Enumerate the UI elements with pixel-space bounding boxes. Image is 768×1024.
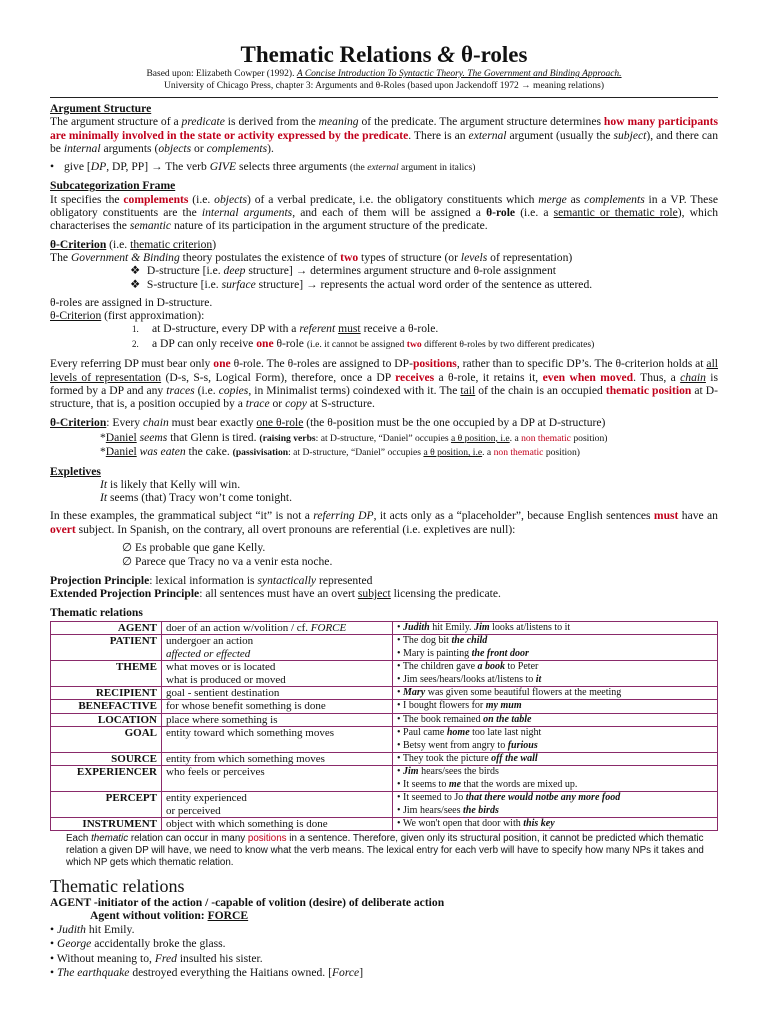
role-examples: • Jim hears/sees the birds • It seems to me that the words are mixed up. (393, 766, 718, 792)
role-name: EXPERIENCER (51, 766, 162, 792)
table-row (51, 635, 718, 661)
table-row (51, 727, 718, 753)
role-definition: entity toward which something moves (162, 727, 393, 753)
divider (50, 97, 718, 98)
subcategorization-text: It specifies the complements (i.e. objects) of a verbal predicate, i.e. the obligatory constituents which merge as complements in a VP. These obligatory constituents are the internal arguments, and each of them will be assigned a θ-role (i.e. a semantic or thematic role), which characterises the semantic nature of its participation in the argument structure of the predicate. (50, 192, 718, 233)
expletive-example-2: It seems (that) Tracy won’t come tonight. (100, 491, 293, 505)
agent-example-3: • Without meaning to, Fred insulted his sister. (50, 951, 263, 965)
role-examples: • Judith hit Emily. Jim looks at/listens to it (393, 621, 718, 634)
role-name: BENEFACTIVE (51, 700, 162, 713)
role-definition: doer of an action w/volition / cf. FORCE (162, 621, 393, 634)
s-structure-item: ❖ S-structure [i.e. surface structure] → represents the actual word order of the sentence as uttered. (130, 277, 593, 291)
table-row (51, 792, 718, 818)
projection-principle: Projection Principle: lexical information is syntactically represented (50, 574, 373, 588)
give-example: • give [DP, DP, PP] → The verb GIVE selects three arguments (the external argument in italics) (50, 160, 476, 174)
role-name: RECIPIENT (51, 686, 162, 699)
agent-example-2: • George accidentally broke the glass. (50, 937, 226, 951)
role-name: AGENT (51, 621, 162, 634)
criterion-item-2: 2. a DP can only receive one θ-role (i.e. it cannot be assigned two different θ-roles by two different predicates) (132, 336, 595, 350)
table-row (51, 686, 718, 699)
diamond-bullet-icon: ❖ (130, 277, 141, 291)
role-definition: who feels or perceives (162, 766, 393, 792)
criterion-item-1: 1. at D-structure, every DP with a referent must receive a θ-role. (132, 322, 439, 336)
role-definition: undergoer an action affected or effected (162, 635, 393, 661)
role-examples: • It seemed to Jo that there would notbe any more food • Jim hears/sees the birds (393, 792, 718, 818)
role-definition: place where something is (162, 713, 393, 726)
table-row (51, 818, 718, 831)
role-name: INSTRUMENT (51, 818, 162, 831)
role-name: PERCEPT (51, 792, 162, 818)
first-approximation: θ-Criterion (first approximation): (50, 309, 205, 323)
table-note: Each thematic relation can occur in many positions in a sentence. Therefore, given only its structural position, it cannot be predicted which thematic relation a given DP will have, we need to know what the verb means. The lexical entry for each verb will have to specify how many NPs it takes and which NP gets which thematic relation. (66, 833, 704, 868)
theta-criterion-heading: θ-Criterion (i.e. thematic criterion) (50, 237, 217, 251)
publisher-line: University of Chicago Press, chapter 3: Arguments and θ-Roles (based upon Jackendoff 1972 → meaning relations) (163, 81, 605, 91)
role-definition: entity from which something moves (162, 752, 393, 765)
argument-structure-text: The argument structure of a predicate is derived from the meaning of the predicate. The argument structure determines how many participants are minimally involved in the state or activity expressed by the predicate. There is an external argument (usually the subject), and there can be internal arguments (objects or complements). (50, 115, 718, 155)
table-row (51, 621, 718, 634)
role-examples: • The children gave a book to Peter • Jim sees/hears/looks at/listens to it (393, 661, 718, 687)
role-name: LOCATION (51, 713, 162, 726)
table-heading: Thematic relations (50, 605, 143, 619)
table-row (51, 700, 718, 713)
subcategorization-heading: Subcategorization Frame (50, 179, 176, 193)
d-structure-item: ❖ D-structure [i.e. deep structure] → determines argument structure and θ-role assignment (130, 264, 556, 278)
page-title: Thematic Relations & θ-roles (240, 42, 528, 67)
role-definition: for whose benefit something is done (162, 700, 393, 713)
diamond-bullet-icon: ❖ (130, 264, 141, 278)
thematic-relations-table (50, 621, 718, 832)
role-examples: • They took the picture off the wall (393, 752, 718, 765)
role-name: PATIENT (51, 635, 162, 661)
table-row (51, 752, 718, 765)
raising-example: *Daniel seems that Glenn is tired. (raising verbs: at D-structure, “Daniel” occupies a θ position, i.e. a non thematic position) (100, 430, 608, 444)
role-name: GOAL (51, 727, 162, 753)
agent-example-4: • The earthquake destroyed everything the Haitians owned. [Force] (50, 966, 364, 980)
source-line: Based upon: Elizabeth Cowper (1992). A Concise Introduction To Syntactic Theory. The Government and Binding Approach. (146, 69, 622, 79)
role-definition: entity experienced or perceived (162, 792, 393, 818)
spanish-example-2: ∅ Parece que Tracy no va a venir esta noche. (122, 555, 333, 569)
agent-example-1: • Judith hit Emily. (50, 922, 135, 936)
force-subheading: Agent without volition: FORCE (90, 909, 249, 923)
expletives-text: In these examples, the grammatical subject “it” is not a referring DP, it acts only as a “placeholder”, because English sentences must have an overt subject. In Spanish, on the contrary, all overt pronouns are referential (i.e. expletives are null): (50, 509, 718, 536)
spanish-example-1: ∅ Es probable que gane Kelly. (122, 541, 266, 555)
agent-definition: AGENT -initiator of the action / -capable of volition (desire) of deliberate action (50, 896, 445, 910)
argument-structure-heading: Argument Structure (50, 102, 152, 115)
role-definition: what moves or is located what is produced or moved (162, 661, 393, 687)
role-examples: • Mary was given some beautiful flowers at the meeting (393, 686, 718, 699)
passive-example: *Daniel was eaten the cake. (passivisation: at D-structure, “Daniel” occupies a θ position, i.e. a non thematic position) (100, 445, 580, 459)
role-name: THEME (51, 661, 162, 687)
role-definition: object with which something is done (162, 818, 393, 831)
table-row (51, 713, 718, 726)
role-examples: • We won't open that door with this key (393, 818, 718, 831)
expletives-heading: Expletives (50, 464, 101, 478)
table-row (51, 661, 718, 687)
role-examples: • The dog bit the child • Mary is painting the front door (393, 635, 718, 661)
role-examples: • The book remained on the table (393, 713, 718, 726)
role-examples: • I bought flowers for my mum (393, 700, 718, 713)
theta-criterion-final: θ-Criterion: Every chain must bear exactly one θ-role (the θ-position must be the one occupied by a DP at D-structure) (50, 415, 606, 429)
role-definition: goal - sentient destination (162, 686, 393, 699)
role-name: SOURCE (51, 752, 162, 765)
chain-paragraph: Every referring DP must bear only one θ-role. The θ-roles are assigned to DP-positions, rather than to specific DP’s. The θ-criterion holds at all levels of representation (D-s, S-s, Logical Form), therefore, once a DP receives a θ-role, it retains it, even when moved. Thus, a chain is formed by a DP and any traces (i.e. copies, in Minimalist terms) coindexed with it. The tail of the chain is an occupied thematic position at D-structure, that is, a position occupied by a trace or copy at S-structure. (50, 357, 719, 411)
expletive-example-1: It is likely that Kelly will win. (100, 477, 241, 491)
role-examples: • Paul came home too late last night • Betsy went from angry to furious (393, 727, 718, 753)
theta-criterion-intro: The Government & Binding theory postulates the existence of two types of structure (or levels of representation) (50, 250, 573, 264)
assigned-line: θ-roles are assigned in D-structure. (50, 295, 213, 309)
section-heading-thematic-relations: Thematic relations (50, 876, 185, 897)
table-row (51, 766, 718, 792)
extended-projection-principle: Extended Projection Principle: all sentences must have an overt subject licensing the predicate. (50, 587, 501, 601)
